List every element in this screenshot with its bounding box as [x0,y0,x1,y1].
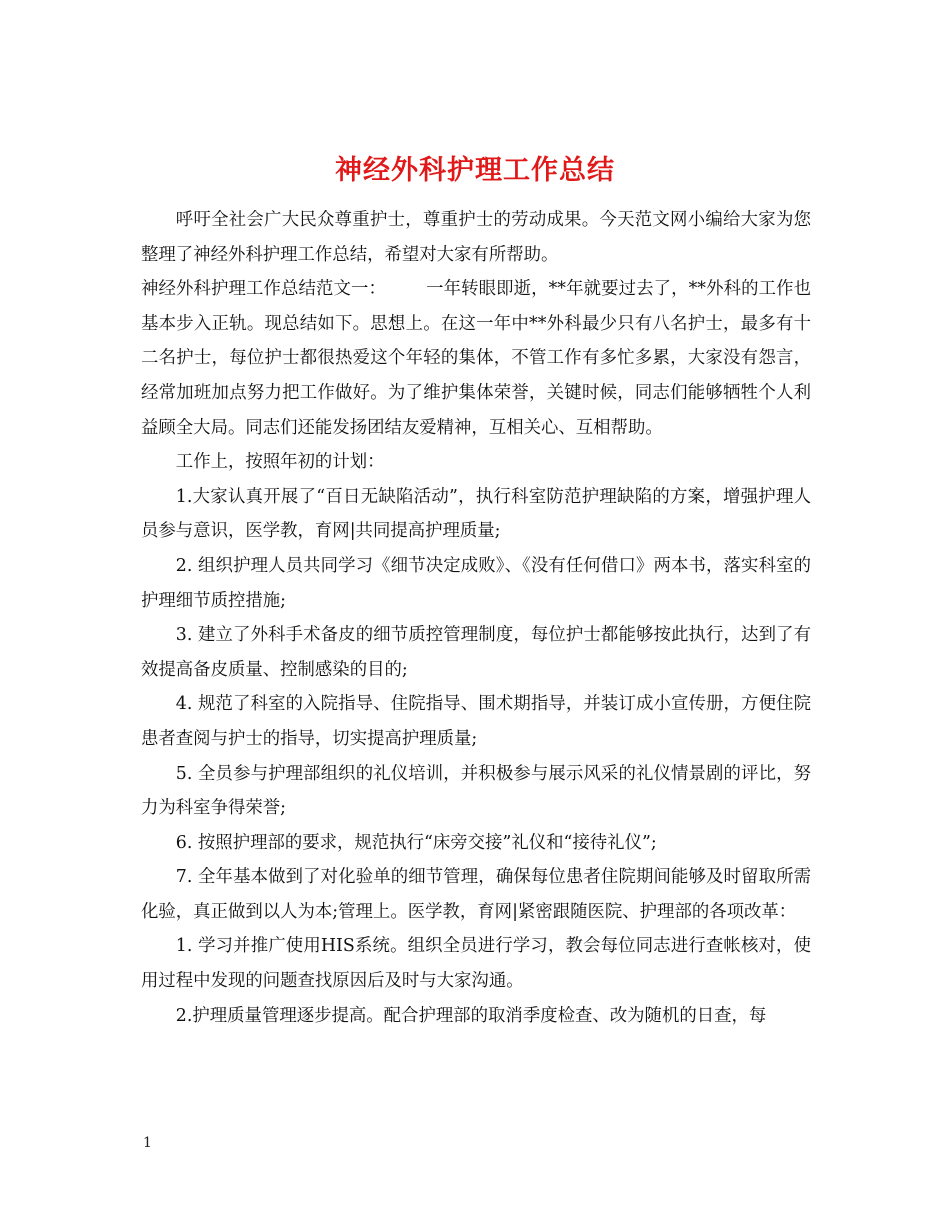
document-title: 神经外科护理工作总结 [335,155,615,187]
list-item: 4. 规范了科室的入院指导、住院指导、围术期指导，并装订成小宣传册，方便住院患者查阅与护士的指导，切实提高护理质量; [141,694,811,749]
list-item: 2.护理质量管理逐步提高。配合护理部的取消季度检查、改为随机的日查，每 [175,1005,767,1026]
list-item: 1.大家认真开展了“百日无缺陷活动”，执行科室防范护理缺陷的方案，增强护理人员参与意识，医学教，育网|共同提高护理质量; [141,486,811,542]
list-item: 7. 全年基本做到了对化验单的细节管理，确保每位患者住院期间能够及时留取所需化验，真正做到以人为本;管理上。医学教，育网|紧密跟随医院、护理部的各项改革： [141,867,811,922]
list-item: 3. 建立了外科手术备皮的细节质控管理制度，每位护士都能够按此执行，达到了有效提高备皮质量、控制感染的目的; [141,625,811,680]
sample-paragraph [141,272,811,445]
work-plan-heading: 工作上，按照年初的计划： [175,452,385,473]
document-body [141,203,811,1033]
list-item: 2. 组织护理人员共同学习《细节决定成败》、《没有任何借口》两本书，落实科室的护理细节质控措施; [141,555,811,611]
summary-paragraph: 一年转眼即逝，**年就要过去了，**外科的工作也基本步入正轨。现总结如下。思想上。在这一年中**外科最少只有八名护士，最多有十二名护士，每位护士都很热爱这个年轻的集体，不管工作有多忙多累，大家没有怨言，经常加班加点努力把工作做好。为了维护集体荣誉，关键时候，同志们能够牺牲个人利益顾全大局。同志们还能发扬团结友爱精神，互相关心、互相帮助。 [141,279,811,438]
list-item: 6. 按照护理部的要求，规范执行“床旁交接”礼仪和“接待礼仪”; [175,832,657,853]
sample-heading: 神经外科护理工作总结范文一： [141,279,386,300]
intro-paragraph: 呼吁全社会广大民众尊重护士，尊重护士的劳动成果。今天范文网小编给大家为您整理了神经外科护理工作总结，希望对大家有所帮助。 [141,210,811,265]
list-item: 5. 全员参与护理部组织的礼仪培训，并积极参与展示风采的礼仪情景剧的评比，努力为科室争得荣誉; [141,763,811,819]
list-item: 1. 学习并推广使用HIS系统。组织全员进行学习，教会每位同志进行查帐核对，使用过程中发现的问题查找原因后及时与大家沟通。 [141,936,811,992]
page-number: 1 [143,1135,152,1151]
